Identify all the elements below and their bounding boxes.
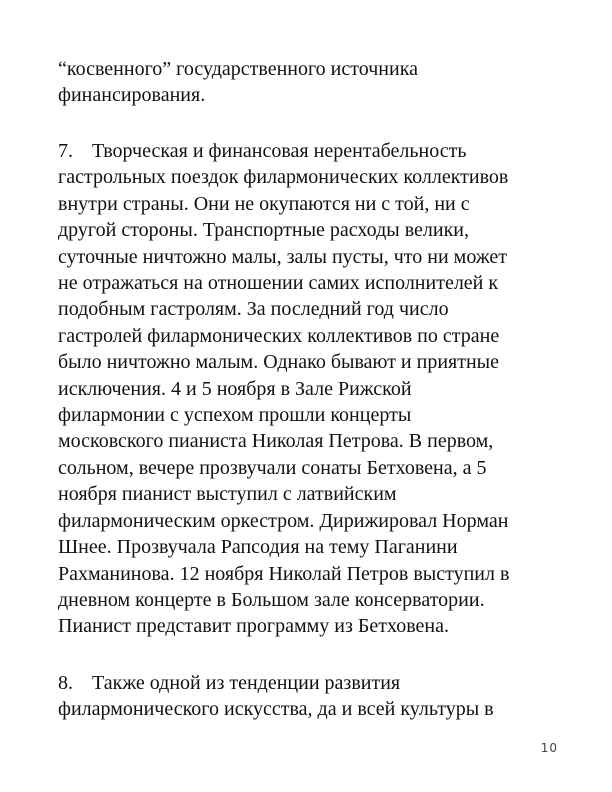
list-item-8 bbox=[58, 670, 578, 723]
text-line: подобным гастролям. За последний год число bbox=[58, 298, 449, 321]
text-line: Также одной из тенденции развития bbox=[92, 672, 401, 694]
text-line: финансирования. bbox=[58, 84, 206, 107]
list-item-7 bbox=[58, 138, 578, 640]
text-line: филармонии с успехом прошли концерты bbox=[58, 404, 412, 427]
text-line: было ничтожно малым. Однако бывают и приятные bbox=[58, 351, 499, 374]
text-line: “косвенного” государственного источника bbox=[58, 58, 418, 80]
text-line: не отражаться на отношении самих исполнителей к bbox=[58, 272, 499, 295]
intro-paragraph bbox=[58, 56, 578, 109]
text-line: Рахманинова. 12 ноября Николай Петров выступил в bbox=[58, 562, 510, 585]
list-number: 7. bbox=[58, 140, 73, 162]
text-line: исключения. 4 и 5 ноября в Зале Рижской bbox=[58, 377, 412, 400]
text-line: гастролей филармонических коллективов по стране bbox=[58, 324, 500, 347]
text-line-first bbox=[58, 138, 578, 164]
text-line: филармоническим оркестром. Дирижировал Норман bbox=[58, 509, 509, 532]
list-number: 8. bbox=[58, 672, 73, 694]
text-line: сольном, вечере прозвучали сонаты Бетховена, а 5 bbox=[58, 456, 487, 479]
text-line: ноября пианист выступил с латвийским bbox=[58, 483, 397, 506]
text-line-first bbox=[58, 670, 578, 696]
text-line: филармонического искусства, да и всей культуры в bbox=[58, 698, 494, 721]
text-line: дневном концерте в Большом зале консерватории. bbox=[58, 588, 485, 611]
text-line: Творческая и финансовая нерентабельность bbox=[92, 140, 467, 162]
text-line: другой стороны. Транспортные расходы велики, bbox=[58, 219, 469, 242]
text-line: Шнее. Прозвучала Рапсодия на тему Паганини bbox=[58, 536, 458, 559]
text-line: московского пианиста Николая Петрова. В первом, bbox=[58, 430, 494, 453]
text-line: суточные ничтожно малы, залы пусты, что ни может bbox=[58, 245, 508, 268]
text-line: Пианист представит программу из Бетховена. bbox=[58, 615, 449, 638]
text-line: внутри страны. Они не окупаются ни с той, ни с bbox=[58, 192, 470, 215]
page-number: 10 bbox=[540, 741, 558, 755]
text-line: гастрольных поездок филармонических коллективов bbox=[58, 166, 509, 189]
